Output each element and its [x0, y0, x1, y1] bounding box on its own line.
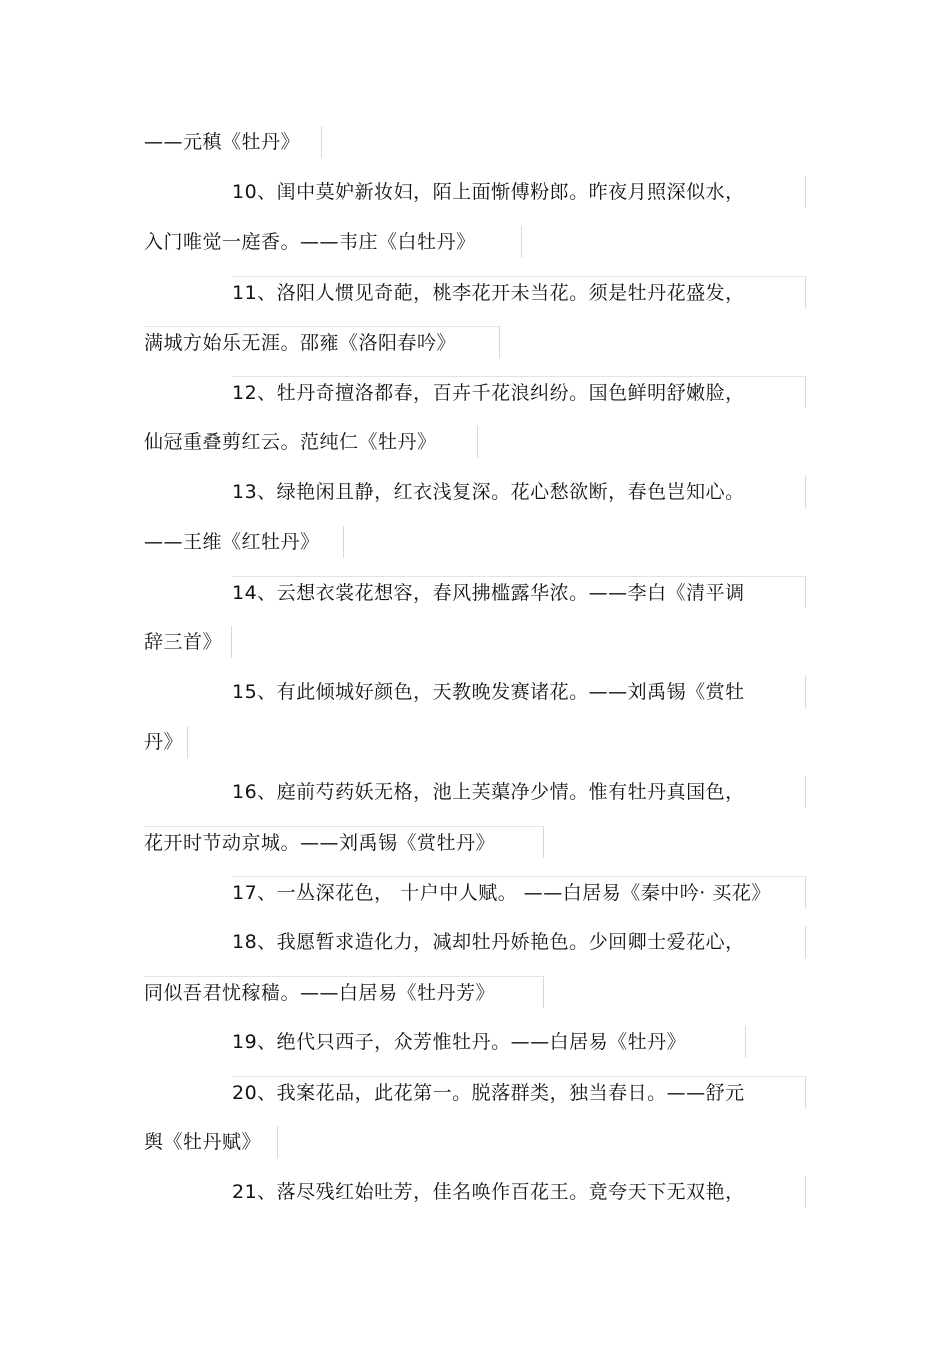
- text-line: ——王维《红牡丹》: [144, 526, 344, 558]
- text-line: 21、落尽残红始吐芳，佳名唤作百花王。竟夸天下无双艳，: [232, 1176, 806, 1208]
- text-line: 15、有此倾城好颜色，天教晚发赛诸花。——刘禹锡《赏牡: [232, 676, 806, 708]
- text-line: 丹》: [144, 726, 188, 758]
- text-line: 花开时节动京城。——刘禹锡《赏牡丹》: [144, 826, 544, 858]
- text-line: 12、牡丹奇擅洛都春，百卉千花浪纠纷。国色鲜明舒嫩脸，: [232, 376, 806, 408]
- text-line: 11、洛阳人惯见奇葩，桃李花开未当花。须是牡丹花盛发，: [232, 276, 806, 308]
- text-line: 13、绿艳闲且静，红衣浅复深。花心愁欲断，春色岂知心。: [232, 476, 806, 508]
- text-line: 10、闺中莫妒新妆妇，陌上面惭傅粉郎。昨夜月照深似水，: [232, 176, 806, 208]
- text-line: 17、一丛深花色， 十户中人赋。 ——白居易《秦中吟· 买花》: [232, 876, 806, 908]
- text-line: 20、我案花品，此花第一。脱落群类，独当春日。——舒元: [232, 1076, 806, 1108]
- text-line: 辞三首》: [144, 626, 232, 658]
- text-line: 19、绝代只西子，众芳惟牡丹。——白居易《牡丹》: [232, 1026, 746, 1058]
- text-line: 入门唯觉一庭香。——韦庄《白牡丹》: [144, 226, 522, 258]
- text-line: 仙冠重叠剪红云。范纯仁《牡丹》: [144, 426, 478, 458]
- text-line: 18、我愿暂求造化力，减却牡丹娇艳色。少回卿士爱花心，: [232, 926, 806, 958]
- text-line: 满城方始乐无涯。邵雍《洛阳春吟》: [144, 326, 500, 358]
- text-line: 舆《牡丹赋》: [144, 1126, 278, 1158]
- text-line: 14、云想衣裳花想容，春风拂槛露华浓。——李白《清平调: [232, 576, 806, 608]
- text-line: 同似吾君忧稼穑。——白居易《牡丹芳》: [144, 976, 544, 1008]
- text-line: 16、庭前芍药妖无格，池上芙蕖净少情。惟有牡丹真国色，: [232, 776, 806, 808]
- text-line: ——元稹《牡丹》: [144, 126, 322, 158]
